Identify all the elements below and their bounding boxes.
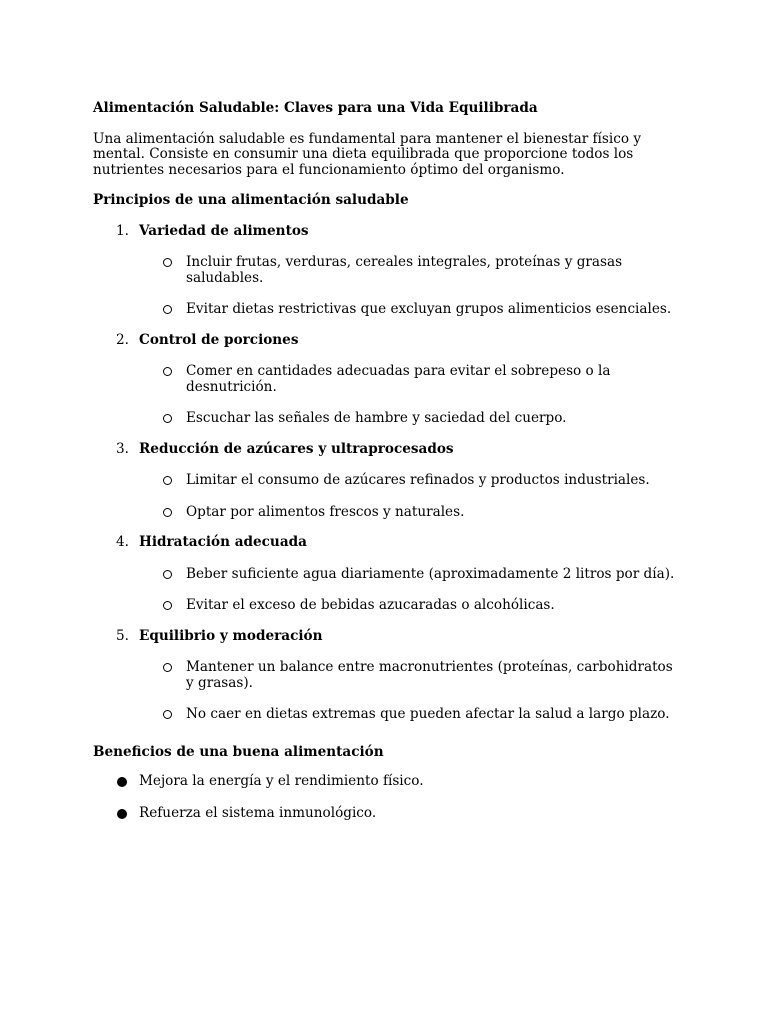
sub-item xyxy=(139,302,683,318)
sub-item-text: Evitar el exceso de bebidas azucaradas o alcohólicas. xyxy=(186,597,555,613)
sub-item xyxy=(139,255,683,286)
principle-item xyxy=(93,442,683,521)
principle-number: 1. xyxy=(116,222,129,239)
sub-item-text: Escuchar las señales de hambre y saciedad del cuerpo. xyxy=(186,410,567,426)
document-page xyxy=(93,101,683,837)
sub-item xyxy=(139,567,683,583)
principle-number: 3. xyxy=(116,440,129,457)
principles-heading: Principios de una alimentación saludable xyxy=(93,192,409,208)
sub-item-text: Evitar dietas restrictivas que excluyan grupos alimenticios esenciales. xyxy=(186,301,672,317)
hollow-bullet-icon xyxy=(163,570,172,579)
principle-item xyxy=(93,535,683,614)
principle-title: Hidratación adecuada xyxy=(139,534,307,550)
principle-number: 2. xyxy=(116,331,129,348)
benefit-text: Refuerza el sistema inmunológico. xyxy=(139,804,377,821)
principle-sublist xyxy=(139,255,683,318)
hollow-bullet-icon xyxy=(163,476,172,485)
sub-item xyxy=(139,364,683,395)
sub-item-text: Optar por alimentos frescos y naturales. xyxy=(186,503,465,520)
principles-list xyxy=(93,224,683,723)
filled-bullet-icon xyxy=(117,777,127,787)
sub-item xyxy=(139,473,683,489)
principle-number: 5. xyxy=(116,627,129,644)
principle-title: Reducción de azúcares y ultraprocesados xyxy=(139,440,454,457)
principle-sublist xyxy=(139,473,683,520)
principle-item xyxy=(93,629,683,723)
sub-item xyxy=(139,411,683,427)
benefits-heading: Beneficios de una buena alimentación xyxy=(93,743,384,760)
principle-title: Control de porciones xyxy=(139,331,299,348)
principle-title: Variedad de alimentos xyxy=(139,222,309,239)
principle-sublist xyxy=(139,364,683,427)
hollow-bullet-icon xyxy=(163,601,172,610)
benefit-item xyxy=(93,774,683,790)
hollow-bullet-icon xyxy=(163,305,172,314)
intro-paragraph: Una alimentación saludable es fundamental para mantener el bienestar físico y mental. Consiste en consumir una dieta equilibrada que proporcione todos los nutrientes necesarios para el funcionamiento óptimo del organismo. xyxy=(93,130,642,178)
hollow-bullet-icon xyxy=(163,710,172,719)
hollow-bullet-icon xyxy=(163,367,172,376)
principle-title: Equilibrio y moderación xyxy=(139,627,323,644)
principle-item xyxy=(93,333,683,427)
sub-item xyxy=(139,598,683,614)
principle-sublist xyxy=(139,660,683,723)
sub-item-text: Comer en cantidades adecuadas para evitar el sobrepeso o la desnutrición. xyxy=(186,363,611,395)
sub-item-text: No caer en dietas extremas que pueden afectar la salud a largo plazo. xyxy=(186,706,670,722)
benefit-item xyxy=(93,806,683,822)
filled-bullet-icon xyxy=(117,809,127,819)
principle-sublist xyxy=(139,567,683,614)
sub-item xyxy=(139,505,683,521)
sub-item-text: Beber suficiente agua diariamente (aproximadamente 2 litros por día). xyxy=(186,565,675,582)
sub-item xyxy=(139,660,683,691)
benefits-list xyxy=(93,774,683,821)
hollow-bullet-icon xyxy=(163,414,172,423)
sub-item-text: Mantener un balance entre macronutrientes (proteínas, carbohidratos y grasas). xyxy=(186,659,673,691)
sub-item-text: Incluir frutas, verduras, cereales integrales, proteínas y grasas saludables. xyxy=(186,254,623,286)
sub-item xyxy=(139,707,683,723)
hollow-bullet-icon xyxy=(163,508,172,517)
document-title: Alimentación Saludable: Claves para una Vida Equilibrada xyxy=(93,100,538,116)
principle-item xyxy=(93,224,683,318)
principle-number: 4. xyxy=(116,534,129,550)
benefit-text: Mejora la energía y el rendimiento físico. xyxy=(139,773,424,789)
sub-item-text: Limitar el consumo de azúcares refinados y productos industriales. xyxy=(186,472,650,488)
hollow-bullet-icon xyxy=(163,663,172,672)
hollow-bullet-icon xyxy=(163,258,172,267)
